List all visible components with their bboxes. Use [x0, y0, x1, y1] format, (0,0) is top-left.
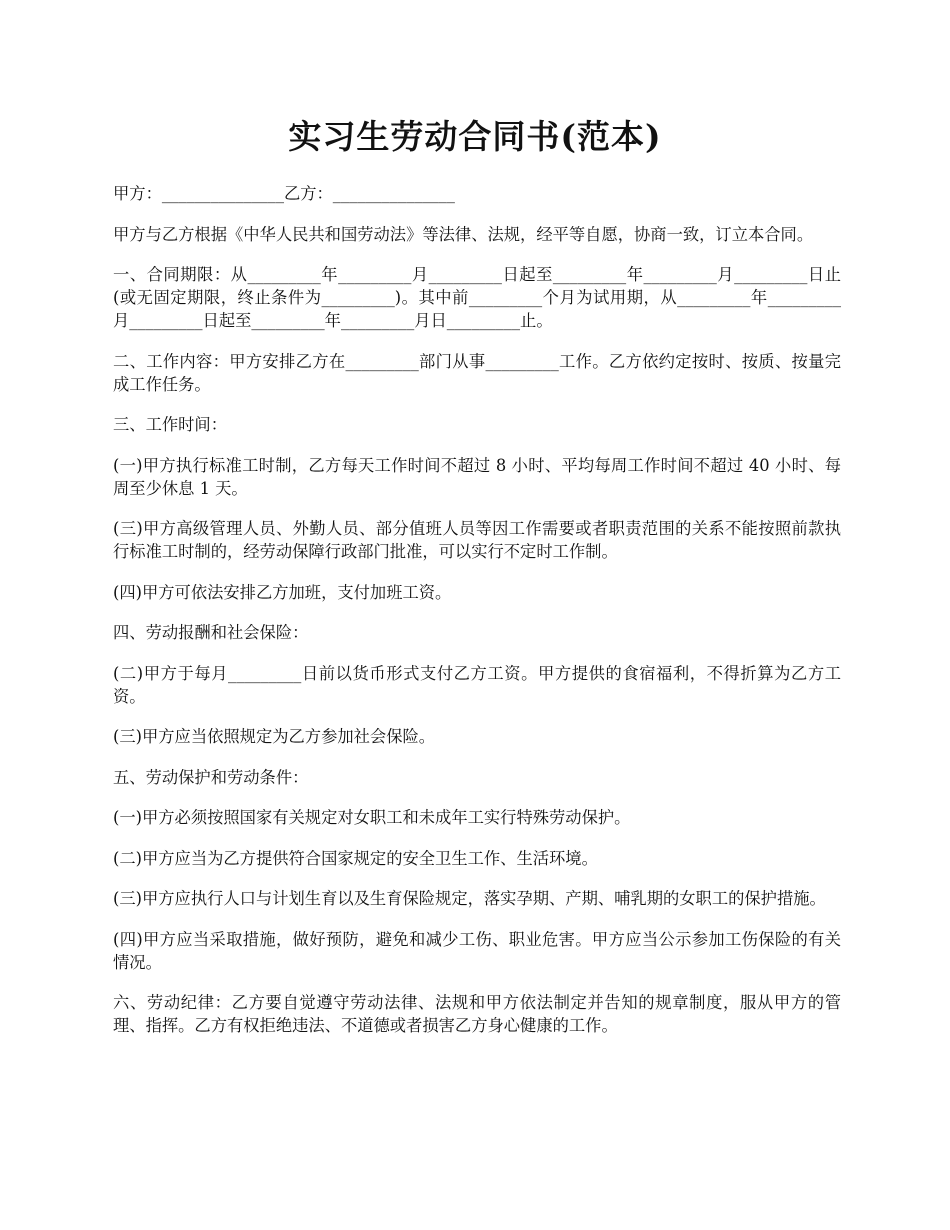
parties-line: 甲方：_______________乙方：_______________: [113, 184, 455, 203]
section-heading-labor-protection: 五、劳动保护和劳动条件：: [113, 767, 309, 787]
clause-maternity-protection: (三)甲方应执行人口与计划生育以及生育保险规定，落实孕期、产期、哺乳期的女职工的保护措施。: [113, 889, 826, 908]
clause-social-insurance: (三)甲方应当依照规定为乙方参加社会保险。: [113, 727, 436, 746]
section-heading-work-hours: 三、工作时间：: [113, 415, 227, 434]
clause-monthly-pay: (二)甲方于每月_________日前以货币形式支付乙方工资。甲方提供的食宿福利，不得折算为乙方工资。: [113, 663, 841, 706]
clause-flexible-hours: (三)甲方高级管理人员、外勤人员、部分值班人员等因工作需要或者职责范围的关系不能按照前款执行标准工时制的，经劳动保障行政部门批准，可以实行不定时工作制。: [113, 519, 841, 561]
clause-labor-discipline: 六、劳动纪律：乙方要自觉遵守劳动法律、法规和甲方依法制定并告知的规章制度，服从甲方的管理、指挥。乙方有权拒绝违法、不道德或者损害乙方身心健康的工作。: [113, 993, 841, 1035]
clause-contract-term: 一、合同期限：从_________年_________月_________日起至_________年_________月_________日止(或无固定期限，终止条件为_________)。其中前_________个月为试用期，从_________年_________月_________日起至_________年_________月日_________止。: [113, 265, 841, 330]
clause-special-protection: (一)甲方必须按照国家有关规定对女职工和未成年工实行特殊劳动保护。: [113, 808, 631, 827]
document-title: 实习生劳动合同书(范本): [288, 117, 662, 156]
clause-standard-hours: (一)甲方执行标准工时制，乙方每天工作时间不超过 8 小时、平均每周工作时间不超过 40 小时、每周至少休息 1 天。: [113, 455, 841, 498]
preamble-paragraph: 甲方与乙方根据《中华人民共和国劳动法》等法律、法规，经平等自愿，协商一致，订立本合同。: [113, 224, 814, 244]
clause-work-content: 二、工作内容：甲方安排乙方在_________部门从事_________工作。乙方依约定按时、按质、按量完成工作任务。: [113, 351, 841, 394]
clause-overtime: (四)甲方可依法安排乙方加班，支付加班工资。: [113, 582, 452, 602]
clause-safe-environment: (二)甲方应当为乙方提供符合国家规定的安全卫生工作、生活环境。: [113, 848, 598, 868]
section-heading-pay-insurance: 四、劳动报酬和社会保险：: [113, 623, 309, 642]
document-body: [113, 182, 841, 1055]
clause-injury-prevention: (四)甲方应当采取措施，做好预防，避免和减少工伤、职业危害。甲方应当公示参加工伤保险的有关情况。: [113, 929, 841, 972]
